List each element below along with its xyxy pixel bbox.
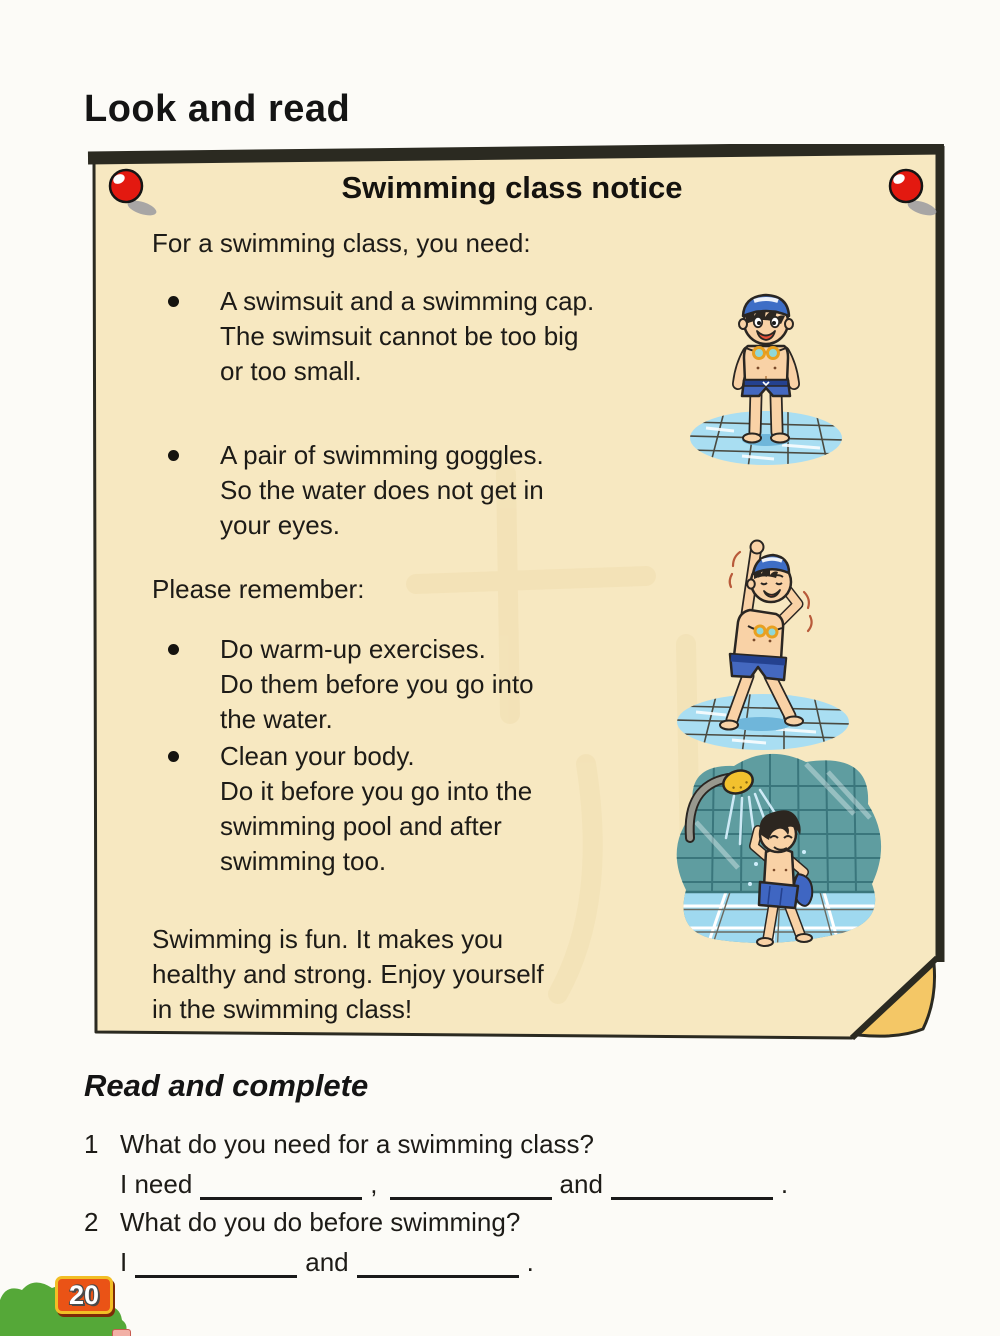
text-line: Do it before you go into the [220, 776, 533, 806]
text-line: swimming pool and after [220, 811, 502, 841]
question-text: What do you need for a swimming class? [120, 1129, 594, 1159]
exercise-questions [84, 1122, 974, 1278]
boy-showering-illustration [656, 742, 896, 956]
text-line: So the water does not get in [220, 475, 544, 505]
text-line: Swimming is fun. It makes you [152, 924, 504, 954]
answer-separator: and [559, 1169, 603, 1199]
text-line: Clean your body. [220, 741, 415, 771]
notice-closing [152, 922, 544, 1027]
answer-blank [200, 1171, 362, 1200]
next-section-sliver [112, 1329, 131, 1336]
bullet-item-swimsuit [168, 284, 594, 389]
answer-blank [611, 1171, 773, 1200]
boy-wearing-swimsuit-and-cap-illustration [686, 290, 846, 470]
notice-intro: For a swimming class, you need: [152, 228, 531, 258]
bullet-item-clean-body [168, 739, 532, 879]
text-line: swimming too. [220, 846, 387, 876]
text-line: Do warm-up exercises. [220, 634, 486, 664]
answer-separator: and [305, 1247, 349, 1277]
answer-line-1 [84, 1160, 974, 1200]
boy-doing-warm-up-exercise-illustration [668, 528, 858, 756]
exercise-heading: Read and complete [84, 1068, 369, 1103]
answer-prefix: I [120, 1247, 128, 1277]
notice-remember-label: Please remember: [152, 574, 365, 604]
answer-end: . [526, 1247, 534, 1277]
page-number-badge: 20 [55, 1276, 113, 1314]
question-2 [84, 1200, 974, 1238]
answer-line-2 [84, 1238, 974, 1278]
question-number: 1 [84, 1129, 99, 1159]
text-line: or too small. [220, 356, 362, 386]
answer-blank [357, 1249, 519, 1278]
bullet-dot [168, 644, 179, 655]
bullet-dot [168, 296, 179, 307]
question-number: 2 [84, 1207, 99, 1237]
question-text: What do you do before swimming? [120, 1207, 521, 1237]
answer-separator: , [370, 1169, 378, 1199]
answer-blank [390, 1171, 552, 1200]
bullet-dot [168, 450, 179, 461]
text-line: A pair of swimming goggles. [220, 440, 544, 470]
text-line: in the swimming class! [152, 994, 413, 1024]
text-line: your eyes. [220, 510, 340, 540]
answer-blank [135, 1249, 297, 1278]
page-title: Look and read [84, 88, 351, 130]
text-line: healthy and strong. Enjoy yourself [152, 959, 544, 989]
text-line: the water. [220, 704, 333, 734]
text-line: The swimsuit cannot be too big [220, 321, 579, 351]
question-1 [84, 1122, 974, 1160]
bullet-dot [168, 751, 179, 762]
bullet-item-warm-up [168, 632, 534, 737]
notice-board [86, 144, 948, 1050]
text-line: Do them before you go into [220, 669, 534, 699]
text-line: A swimsuit and a swimming cap. [220, 286, 595, 316]
answer-prefix: I need [120, 1169, 193, 1199]
bullet-item-goggles [168, 438, 544, 543]
notice-title: Swimming class notice [341, 170, 683, 205]
answer-end: . [780, 1169, 789, 1199]
